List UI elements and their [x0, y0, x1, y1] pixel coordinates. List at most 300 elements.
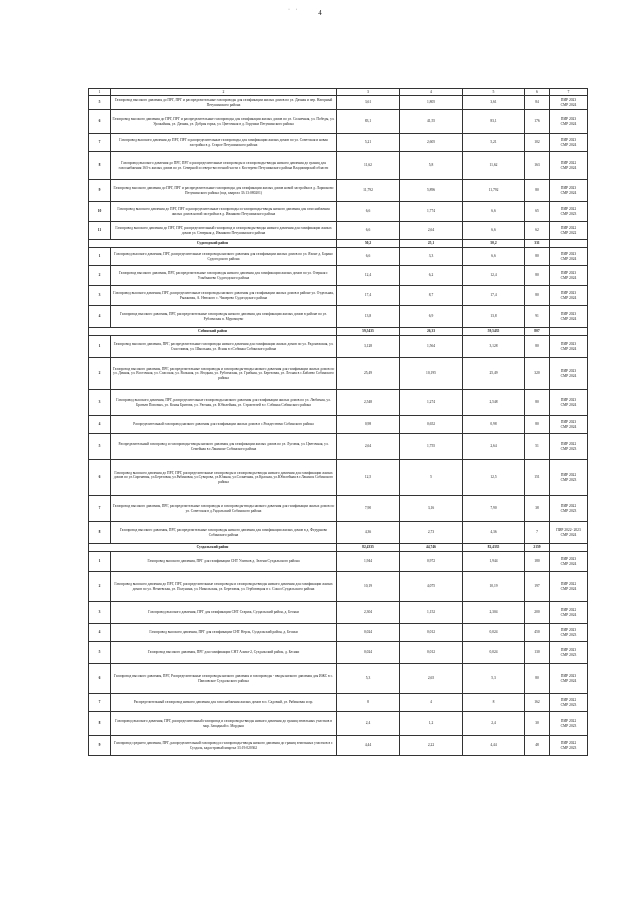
value-cell: 11,62 [337, 152, 400, 180]
section-total-cell: 44,746 [400, 544, 463, 552]
schedule-line: ПИР 2022 [560, 719, 577, 724]
schedule-cell [550, 248, 588, 266]
value-cell: 4,44 [463, 736, 525, 756]
value-cell: 6,6 [463, 222, 525, 240]
description-cell: Газопровод высокого давления, ПРГ, распределительные газопроводы низкого давления для газификации жилых домов по ул. Радонежская, ул. Счастливая, ул. Школьная, ул. Ясная в г.Собинка Собинского района [111, 336, 337, 358]
table-row [89, 336, 588, 358]
value-cell: 2,64 [463, 434, 525, 460]
table-row [89, 572, 588, 602]
row-number-cell: 6 [89, 110, 111, 134]
schedule-line: ПИР 2023 [560, 342, 577, 347]
value-cell: 41,55 [400, 110, 463, 134]
schedule-cell [550, 416, 588, 434]
value-cell: 2,64 [337, 434, 400, 460]
schedule-line: СМР 2024 [560, 256, 577, 261]
row-number-cell: 3 [89, 286, 111, 306]
description-cell: Газопровод высокого давления, ПРГ, распределительные газопроводы низкого давления для газификации жилых домов по ул. Озерная г. Улыбышево Судогодского района [111, 266, 337, 286]
table-row [89, 712, 588, 736]
row-number-cell: 7 [89, 134, 111, 152]
value-cell: 10,195 [400, 358, 463, 390]
row-number-cell: 8 [89, 152, 111, 180]
value-cell: 3,61 [463, 96, 525, 110]
schedule-line: СМР 2024 [560, 532, 577, 537]
schedule-line: СМР 2023 [560, 652, 577, 657]
count-cell: 84 [525, 96, 550, 110]
value-cell: 10,19 [337, 572, 400, 602]
gas-pipeline-table [88, 88, 588, 756]
schedule-line: ПИР 2023 [560, 312, 577, 317]
section-row [89, 544, 588, 552]
count-cell: 80 [525, 180, 550, 202]
description-cell: Газопровод высокого давления, ПРГ, распределительные газопроводы низкого давления для газификации жилых домов в д. Федурново Собинского района [111, 522, 337, 544]
value-cell: 0,012 [400, 642, 463, 664]
table-row [89, 390, 588, 416]
schedule-line: СМР 2024 [560, 165, 577, 170]
description-cell: Газопровод высокого давления, ПРГ, распределительные газопроводы низкого давления для газификации жилых домов в районе по ул. Рубленская п. Муромцево [111, 306, 337, 328]
value-cell: 3,3 [400, 248, 463, 266]
value-cell: 5,3 [337, 664, 400, 694]
count-cell: 162 [525, 694, 550, 712]
value-cell: 1,152 [400, 602, 463, 624]
value-cell: 12,4 [463, 266, 525, 286]
section-total-cell: 59,5435 [463, 328, 525, 336]
value-cell: 0,024 [463, 642, 525, 664]
table-row [89, 306, 588, 328]
count-cell: 38 [525, 496, 550, 522]
row-number-cell: 9 [89, 736, 111, 756]
section-total-cell: 26,33 [400, 328, 463, 336]
schedule-cell [550, 694, 588, 712]
row-number-cell: 2 [89, 266, 111, 286]
schedule-cell [550, 222, 588, 240]
count-cell: 51 [525, 434, 550, 460]
row-number-cell: 5 [89, 642, 111, 664]
section-total-cell: 807 [525, 328, 550, 336]
table-row [89, 416, 588, 434]
value-cell: 17,4 [337, 286, 400, 306]
schedule-line: СМР 2023 [560, 211, 577, 216]
schedule-line: ПИР 2023 [560, 138, 577, 143]
description-cell: Газопровод высокого давления до ПРГ, ПРГ, распределительный газопровод и газопроводы-вводы низкого давления для газификации жилых домов ул. Северная д. Иванково Петушинского района [111, 222, 337, 240]
schedule-line: ПИР 2023 [560, 369, 577, 374]
value-cell: 8,7 [400, 286, 463, 306]
value-cell: 2,304 [463, 602, 525, 624]
description-cell: Распределительный газопровод низкого давления для газоснабжения жилых домов в п. Садовый, ул. Рябиновая и пр. [111, 694, 337, 712]
value-cell: 4,36 [337, 522, 400, 544]
schedule-line: СМР 2022 [560, 230, 577, 235]
value-cell: 12,4 [337, 266, 400, 286]
row-number-cell: 1 [89, 248, 111, 266]
value-cell: 83,1 [337, 110, 400, 134]
value-cell: 5,21 [463, 134, 525, 152]
count-cell: 151 [525, 460, 550, 496]
schedule-cell [550, 434, 588, 460]
section-total-cell: 82,4335 [463, 544, 525, 552]
section-title: Судогодский район [89, 240, 337, 248]
count-cell: 80 [525, 266, 550, 286]
table-body [89, 89, 588, 756]
description-cell: Газопровод высокого давления до ПРГ, ПРГ и распределительные газопроводы для газификации жилых домов по ул. Дачная и пер. Нагорный Петушинского района [111, 96, 337, 110]
schedule-line: СМР 2023 [560, 508, 577, 513]
value-cell: 6,6 [337, 202, 400, 222]
schedule-line: ПИР 2022 [560, 698, 577, 703]
empty-cell [550, 240, 588, 248]
value-cell: 6,6 [337, 222, 400, 240]
schedule-line: ПИР 2023 [560, 674, 577, 679]
schedule-cell [550, 552, 588, 572]
schedule-cell [550, 286, 588, 306]
count-cell: 163 [525, 152, 550, 180]
schedule-cell [550, 602, 588, 624]
schedule-line: ПИР 2022 [560, 582, 577, 587]
value-cell: 6,9 [400, 306, 463, 328]
value-cell: 5,896 [400, 180, 463, 202]
value-cell: 6,6 [463, 248, 525, 266]
description-cell: Газопровод высокого давления до ПРГ, ПРГ, распределительные газопроводы и газопроводы-вводы низкого давления для газификации жилых домов по ул. Нечаевская, ул. Полунина, ул. Никольская, ул. Березовая, ул. Гербовецкая в с. Сокол Суздальского района [111, 572, 337, 602]
description-cell: Газопровод высокого давления, ПРГ, распределительные газопроводы низкого давления для газификации жилых домов в районе ул. Отдельная, Рыжковая, А. Невского с. Чамерево Судогодского района [111, 286, 337, 306]
section-total-cell: 59,5435 [337, 328, 400, 336]
schedule-line: СМР 2024 [560, 190, 577, 195]
value-cell: 6,6 [463, 202, 525, 222]
description-cell: Газопровод высокого давления до ПРГ, ПРГ, распределительные газопроводы и газопроводы-вводы низкого давления для газификации жилых домов по ул.Сиреневая, ул.Березовая, ул.Рябиновая, ул.Суворова, ул.Южная, ул.Солнечная, ул.Красная, ул.Юбилейная в г.Лакинск Собинского района [111, 460, 337, 496]
count-cell: 30 [525, 712, 550, 736]
table-row [89, 358, 588, 390]
count-cell: 62 [525, 222, 550, 240]
schedule-cell [550, 664, 588, 694]
schedule-cell [550, 266, 588, 286]
description-cell: Газопровод высокого давления, ПРГ, распределительный газопровод и газопроводы-вводы низкого давления до границ земельных участков в мкр. Западный п. Мордыш [111, 712, 337, 736]
schedule-line: ПИР 2023 [560, 420, 577, 425]
row-number-cell: 7 [89, 496, 111, 522]
value-cell: 2,304 [337, 602, 400, 624]
table-row [89, 496, 588, 522]
value-cell: 1,944 [463, 552, 525, 572]
value-cell: 11,792 [463, 180, 525, 202]
count-cell: 91 [525, 306, 550, 328]
header-cell: 4 [400, 89, 463, 96]
description-cell: Газопровод высокого давления до ПРГ, ПРГ и распределительные газопроводы для газификации жилых домов новой застройки в д. Ларионово Петушинского района (под. квартал 33:13:080201) [111, 180, 337, 202]
count-cell: 197 [525, 572, 550, 602]
schedule-line: ПИР 2022 [560, 608, 577, 613]
table-row [89, 180, 588, 202]
value-cell: 17,4 [463, 286, 525, 306]
section-total-cell: 50,2 [337, 240, 400, 248]
schedule-line: ПИР 2022 [560, 504, 577, 509]
row-number-cell: 6 [89, 664, 111, 694]
table-row [89, 602, 588, 624]
schedule-cell [550, 624, 588, 642]
value-cell: 83,1 [463, 110, 525, 134]
value-cell: 2,605 [400, 134, 463, 152]
table-row [89, 222, 588, 240]
value-cell: 2,65 [400, 664, 463, 694]
schedule-cell [550, 460, 588, 496]
section-total-cell: 331 [525, 240, 550, 248]
value-cell: 4,36 [463, 522, 525, 544]
schedule-line: СМР 2024 [560, 402, 577, 407]
schedule-line: ПИР 2023 [560, 252, 577, 257]
table-row [89, 624, 588, 642]
table-row [89, 664, 588, 694]
row-number-cell: 8 [89, 712, 111, 736]
table-row [89, 152, 588, 180]
schedule-line: ПИР 2023 [560, 291, 577, 296]
value-cell: 3,61 [337, 96, 400, 110]
table-row [89, 248, 588, 266]
value-cell: 25,49 [463, 358, 525, 390]
count-cell: 320 [525, 358, 550, 390]
value-cell: 0,652 [400, 416, 463, 434]
value-cell: 6,2 [400, 266, 463, 286]
schedule-line: ПИР 2022- 2023 [556, 528, 581, 533]
value-cell: 3,128 [463, 336, 525, 358]
table-header-row [89, 89, 588, 96]
schedule-line: СМР 2024 [560, 424, 577, 429]
value-cell: 7,90 [463, 496, 525, 522]
value-cell: 1,2 [400, 712, 463, 736]
table-row [89, 96, 588, 110]
description-cell: Газопровод высокого давления, ПРГ для газификации СНТ Стариж, Суздальский район, д. Бесяки [111, 602, 337, 624]
value-cell: 1,564 [400, 336, 463, 358]
value-cell: 2,548 [463, 390, 525, 416]
description-cell: Газопровод высокого давления до ПРГ, ПРГ и распределительные газопроводы для газификации жилых домов по ул. Советская и новая застройка в д. Старое Петушинского района [111, 134, 337, 152]
value-cell: 8 [337, 694, 400, 712]
row-number-cell: 2 [89, 358, 111, 390]
value-cell: 4,075 [400, 572, 463, 602]
section-row [89, 240, 588, 248]
table-row [89, 110, 588, 134]
schedule-line: СМР 2024 [560, 142, 577, 147]
count-cell: 80 [525, 248, 550, 266]
count-cell: 200 [525, 602, 550, 624]
schedule-line: СМР 2023 [560, 477, 577, 482]
schedule-line: СМР 2024 [560, 678, 577, 683]
value-cell: 3,16 [400, 496, 463, 522]
schedule-line: СМР 2024 [560, 373, 577, 378]
description-cell: Газопровод высокого давления, ПРГ для газификации СНТ Улитков д. Зелени Суздальского района [111, 552, 337, 572]
schedule-line: СМР 2023 [560, 632, 577, 637]
header-cell: 5 [463, 89, 525, 96]
description-cell: Распределительный газопровод низкого давления для газификации жилых домов в с.Рождествено Собинского района [111, 416, 337, 434]
count-cell: 180 [525, 552, 550, 572]
section-title: Суздальский район [89, 544, 337, 552]
table-row [89, 460, 588, 496]
value-cell: 2,64 [400, 222, 463, 240]
header-cell: 3 [337, 89, 400, 96]
schedule-line: СМР 2024 [560, 346, 577, 351]
description-cell: Распределительный газопровод и газопроводы-вводы низкого давления для газификации жилых домов по ул. Луговая, ул. Цветочная, ул. Семейная в г.Лакинске Собинского района [111, 434, 337, 460]
schedule-line: ПИР 2022 [560, 741, 577, 746]
empty-cell [550, 544, 588, 552]
schedule-cell [550, 336, 588, 358]
schedule-line: ПИР 2023 [560, 557, 577, 562]
section-total-cell: 82,4335 [337, 544, 400, 552]
schedule-line: СМР 2023 [560, 745, 577, 750]
row-number-cell: 3 [89, 602, 111, 624]
value-cell: 5,21 [337, 134, 400, 152]
count-cell: 7 [525, 522, 550, 544]
table-row [89, 736, 588, 756]
schedule-cell [550, 180, 588, 202]
schedule-cell [550, 496, 588, 522]
table-row [89, 134, 588, 152]
value-cell: 4,44 [337, 736, 400, 756]
value-cell: 0,98 [463, 416, 525, 434]
description-cell: Газопровод высокого давления, ПРГ, распределительные газопроводы и газопроводы-вводы низкого давления для газификации жилых домов по ул. Дачная, ул. Восточная, ул. Спасская, ул. Вольная, ул. Ягодная, ул. Рубленская, ул. Грибная, ул. Березовая, ул. Лесная в с.Бабаево Собинского района [111, 358, 337, 390]
table-row [89, 266, 588, 286]
schedule-line: СМР 2024 [560, 102, 577, 107]
schedule-cell [550, 642, 588, 664]
header-cell: 7 [550, 89, 588, 96]
value-cell: 1,805 [400, 96, 463, 110]
header-cell: 6 [525, 89, 550, 96]
row-number-cell: 9 [89, 180, 111, 202]
header-cell: 2 [111, 89, 337, 96]
schedule-line: ПИР 2023 [560, 186, 577, 191]
page-top-mark: · · [288, 7, 300, 13]
schedule-line: ПИР 2022 [560, 226, 577, 231]
schedule-cell [550, 572, 588, 602]
value-cell: 2,4 [463, 712, 525, 736]
schedule-line: ПИР 2023 [560, 398, 577, 403]
row-number-cell: 7 [89, 694, 111, 712]
schedule-line: СМР 2024 [560, 612, 577, 617]
schedule-line: СМР 2024 [560, 586, 577, 591]
value-cell: 1,755 [400, 434, 463, 460]
count-cell: 102 [525, 134, 550, 152]
row-number-cell: 10 [89, 202, 111, 222]
schedule-line: ПИР 2023 [560, 117, 577, 122]
section-row [89, 328, 588, 336]
section-total-cell: 2159 [525, 544, 550, 552]
count-cell: 80 [525, 664, 550, 694]
schedule-cell [550, 306, 588, 328]
row-number-cell: 4 [89, 416, 111, 434]
row-number-cell: 8 [89, 522, 111, 544]
description-cell: Газопровод среднего давления, ПРГ, распределительный газопровод и газопроводы-вводы низкого давления до границ земельных участков в г. Суздаль, кадастровый квартал 33:19:020362 [111, 736, 337, 756]
value-cell: 8 [463, 694, 525, 712]
table-row [89, 522, 588, 544]
page-number: 4 [318, 9, 322, 17]
value-cell: 2,4 [337, 712, 400, 736]
count-cell: 130 [525, 642, 550, 664]
schedule-line: ПИР 2022 [560, 473, 577, 478]
value-cell: 5 [400, 460, 463, 496]
section-total-cell: 25,1 [400, 240, 463, 248]
schedule-line: ПИР 2022 [560, 207, 577, 212]
count-cell: 450 [525, 624, 550, 642]
value-cell: 10,19 [463, 572, 525, 602]
schedule-cell [550, 202, 588, 222]
value-cell: 6,6 [337, 248, 400, 266]
value-cell: 2,548 [337, 390, 400, 416]
schedule-line: СМР 2024 [560, 561, 577, 566]
table-row [89, 202, 588, 222]
count-cell: 80 [525, 390, 550, 416]
schedule-cell [550, 152, 588, 180]
value-cell: 0,024 [337, 642, 400, 664]
value-cell: 0,024 [337, 624, 400, 642]
row-number-cell: 1 [89, 552, 111, 572]
description-cell: Газопровод высокого давления, ПРГ, распределительные газопроводы низкого давления для газификации жилых домов по ул. Яхонт д. Барано Судогодского района [111, 248, 337, 266]
row-number-cell: 1 [89, 336, 111, 358]
schedule-line: СМР 2023 [560, 723, 577, 728]
description-cell: Газопровод высокого давления, ПРГ, распределительные газопроводы и газопроводы-вводы низкого давления для газификации жилых домов по ул. Советская в д.Ундольский Собинского района [111, 496, 337, 522]
row-number-cell: 11 [89, 222, 111, 240]
value-cell: 2,22 [400, 736, 463, 756]
description-cell: Газопровод высокого давления, ПРГ для газификации СНТ Алмаз-2, Суздальский район, д. Бесяки [111, 642, 337, 664]
schedule-cell [550, 110, 588, 134]
description-cell: Газопровод высокого давления до ПРГ, ПРГ и распределительные газопроводы для газификации жилых домов по ул. Солнечная, ул. Победы, ул. Урожайная, ул. Дачная, ул. Добрая горка, ул. Цветочная в д. Горушки Петушинского района [111, 110, 337, 134]
count-cell: 80 [525, 336, 550, 358]
value-cell: 5,3 [463, 664, 525, 694]
row-number-cell: 4 [89, 624, 111, 642]
value-cell: 1,944 [337, 552, 400, 572]
description-cell: Газопровод высокого давления до ПРГ, ПРГ и распределительные газопроводы и газопроводы-вводы низкого давления до границ для газоснабжения 163-х жилых домов по ул. Северной и северо-восточной части г. Костерево Петушинского района Владимирской области [111, 152, 337, 180]
schedule-cell [550, 96, 588, 110]
value-cell: 0,98 [337, 416, 400, 434]
row-number-cell: 2 [89, 572, 111, 602]
description-cell: Газопровод высокого давления, ПРГ, распределительные газопроводы низкого давления для газификации жилых домов по ул. Любимая, ул. Братьев Поповых, ул. Конья Бритова, ул. Уютная, ул. Юбилейная, ул. Строителей в г. Собинка Собинского района [111, 390, 337, 416]
schedule-line: СМР 2024 [560, 121, 577, 126]
description-cell: Газопровод высокого давления до ПРГ, ПРГ и распределительные газопроводы и газопроводы-вводы низкого давления для газоснабжения жилых домов новой застройки в д. Иванково Петушинского района [111, 202, 337, 222]
value-cell: 0,024 [463, 624, 525, 642]
schedule-cell [550, 134, 588, 152]
count-cell: 48 [525, 736, 550, 756]
description-cell: Газопровод высокого давления, ПРГ для газификации СНТ Нерль, Суздальский район, д. Бесяки [111, 624, 337, 642]
schedule-cell [550, 358, 588, 390]
schedule-cell [550, 736, 588, 756]
value-cell: 5,8 [400, 152, 463, 180]
value-cell: 11,792 [337, 180, 400, 202]
value-cell: 13,8 [337, 306, 400, 328]
value-cell: 12,5 [463, 460, 525, 496]
value-cell: 0,012 [400, 624, 463, 642]
value-cell: 1,274 [400, 390, 463, 416]
schedule-line: СМР 2023 [560, 702, 577, 707]
schedule-line: ПИР 2022 [560, 442, 577, 447]
schedule-line: ПИР 2023 [560, 628, 577, 633]
table-row [89, 434, 588, 460]
count-cell: 176 [525, 110, 550, 134]
schedule-line: СМР 2024 [560, 275, 577, 280]
header-cell: 1 [89, 89, 111, 96]
value-cell: 11,62 [463, 152, 525, 180]
schedule-line: СМР 2024 [560, 295, 577, 300]
row-number-cell: 4 [89, 306, 111, 328]
section-title: Собинский район [89, 328, 337, 336]
value-cell: 3,128 [337, 336, 400, 358]
schedule-cell [550, 712, 588, 736]
schedule-line: ПИР 2022 [560, 161, 577, 166]
description-cell: Газопровод высокого давления, ПРГ, Распределительные газопроводы низкого давления и газопроводы - вводы низкого давления для ИЖС в с. Павловское Суздальского района [111, 664, 337, 694]
row-number-cell: 5 [89, 96, 111, 110]
value-cell: 0,972 [400, 552, 463, 572]
schedule-line: ПИР 2023 [560, 98, 577, 103]
table-row [89, 642, 588, 664]
value-cell: 25,49 [337, 358, 400, 390]
schedule-line: ПИР 2023 [560, 648, 577, 653]
schedule-cell [550, 522, 588, 544]
value-cell: 4 [400, 694, 463, 712]
table-row [89, 694, 588, 712]
row-number-cell: 5 [89, 434, 111, 460]
row-number-cell: 6 [89, 460, 111, 496]
empty-cell [550, 328, 588, 336]
value-cell: 1,774 [400, 202, 463, 222]
value-cell: 2,73 [400, 522, 463, 544]
section-total-cell: 50,2 [463, 240, 525, 248]
